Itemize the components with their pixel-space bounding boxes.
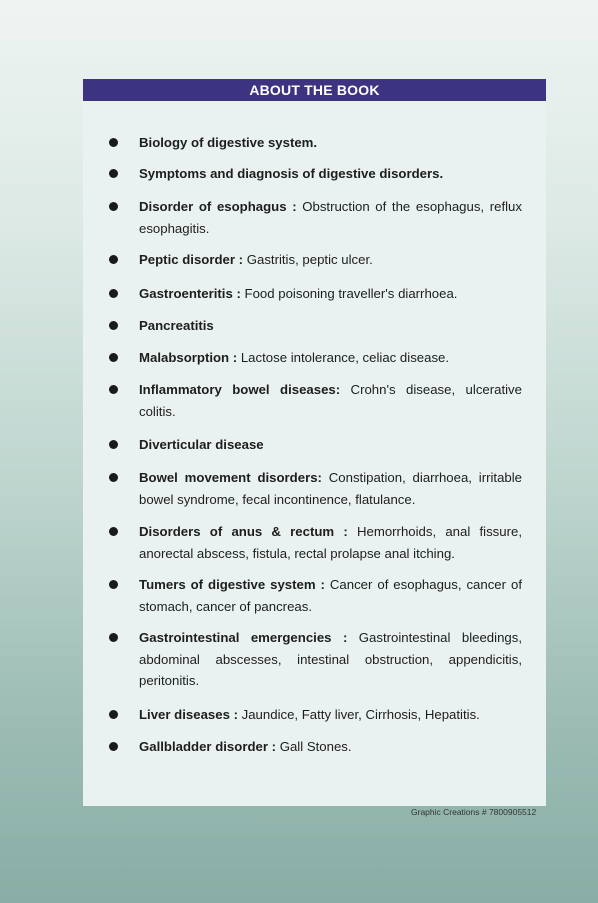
bullet-icon (109, 580, 118, 589)
bullet-icon (109, 385, 118, 394)
section-header: ABOUT THE BOOK (83, 79, 546, 101)
list-item (83, 347, 546, 369)
bullet-icon (109, 633, 118, 642)
item-detail: Obstruction of the esophagus, reflux esophagitis. (139, 199, 522, 236)
list-item (83, 434, 546, 456)
item-detail: Lactose intolerance, celiac disease. (237, 350, 450, 365)
bullet-icon (109, 202, 118, 211)
bullet-icon (109, 138, 118, 147)
item-title: Diverticular disease (139, 437, 264, 452)
item-detail: Gall Stones. (276, 739, 352, 754)
item-title: Malabsorption : (139, 350, 238, 365)
bullet-icon (109, 710, 118, 719)
item-detail: Crohn's disease, ulcerative colitis. (139, 382, 522, 419)
list-item (83, 196, 546, 239)
list-item (83, 574, 546, 617)
item-title: Liver diseases : (139, 707, 238, 722)
item-title: Bowel movement disorders: (139, 470, 322, 485)
list-item (83, 249, 546, 271)
about-book-panel (83, 79, 546, 806)
item-detail: Constipation, diarrhoea, irritable bowel syndrome, fecal incontinence, flatulance. (139, 470, 523, 507)
list-item (83, 627, 546, 692)
item-title: Disorder of esophagus : (139, 199, 297, 214)
bullet-icon (109, 353, 118, 362)
item-title: Disorders of anus & rectum : (139, 524, 348, 539)
item-detail: Hemorrhoids, anal fissure, anorectal abscess, fistula, rectal prolapse anal itching. (139, 524, 522, 561)
list-item (83, 283, 546, 305)
item-title: Gastroenteritis : (139, 286, 241, 301)
bullet-icon (109, 289, 118, 298)
item-title: Gallbladder disorder : (139, 739, 277, 754)
bullet-icon (109, 473, 118, 482)
bullet-icon (109, 321, 118, 330)
item-title: Gastrointestinal emergencies : (139, 630, 348, 645)
publisher-credit: Graphic Creations # 7800905512 (411, 807, 537, 817)
list-item (83, 521, 546, 564)
item-title: Biology of digestive system. (139, 135, 318, 150)
item-title: Inflammatory bowel diseases: (139, 382, 341, 397)
list-item (83, 132, 546, 154)
item-detail: Gastritis, peptic ulcer. (243, 252, 373, 267)
item-detail: Cancer of esophagus, cancer of stomach, cancer of pancreas. (139, 577, 522, 614)
list-item (83, 704, 546, 726)
item-title: Tumers of digestive system : (139, 577, 325, 592)
list-item (83, 163, 546, 185)
item-detail: Food poisoning traveller's diarrhoea. (240, 286, 458, 301)
bullet-icon (109, 527, 118, 536)
list-item (83, 315, 546, 337)
bullet-icon (109, 169, 118, 178)
item-title: Symptoms and diagnosis of digestive disorders. (139, 166, 444, 181)
bullet-icon (109, 440, 118, 449)
bullet-icon (109, 742, 118, 751)
bullet-icon (109, 255, 118, 264)
item-title: Pancreatitis (139, 318, 214, 333)
list-item (83, 467, 546, 510)
list-item (83, 736, 546, 758)
list-item (83, 379, 546, 422)
item-detail: Jaundice, Fatty liver, Cirrhosis, Hepatitis. (237, 707, 480, 722)
item-title: Peptic disorder : (139, 252, 244, 267)
item-detail: Gastrointestinal bleedings, abdominal abscesses, intestinal obstruction, appendicitis, peritonitis. (139, 630, 522, 688)
